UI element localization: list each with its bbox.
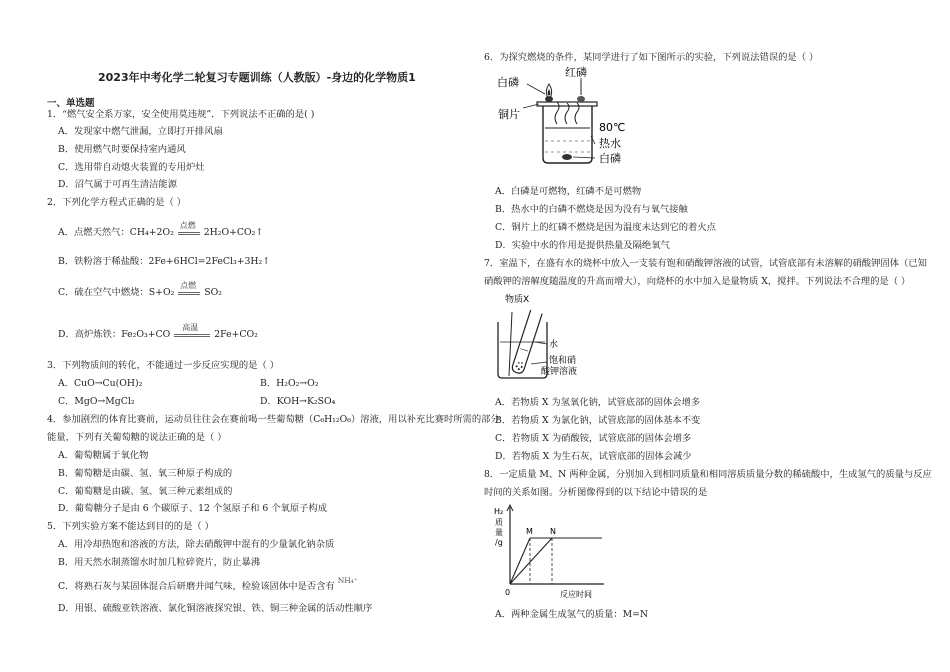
q2-option-a — [58, 221, 264, 239]
q3-option-c: C．MgO→MgCl₂ — [58, 396, 135, 407]
label-copper: 铜片 — [498, 108, 520, 121]
x-axis-label: 反应时间 — [560, 590, 592, 599]
q6-option-d: D．实验中水的作用是提供热量及隔绝氧气 — [495, 240, 670, 251]
y-label-unit: /g — [495, 538, 503, 547]
label-water: 水 — [549, 340, 559, 350]
q1-option-d: D．沼气属于可再生清洁能源 — [58, 179, 178, 190]
q2-c-reactants: C．硫在空气中燃烧：S+O₂ — [58, 287, 175, 298]
q2-a-products: 2H₂O+CO₂↑ — [203, 227, 264, 238]
q1-stem: 1．“燃气安全系万家，安全使用莫违规”．下列说法不正确的是( ) — [47, 109, 315, 120]
y-label-h2: H₂ — [494, 507, 504, 516]
white-phosphorus-in-water — [562, 154, 572, 160]
red-phosphorus-on-plate — [577, 96, 585, 102]
q5-option-c — [58, 576, 358, 593]
curve-n — [510, 538, 552, 584]
q2-a-condition: 点燃 — [179, 221, 196, 230]
q3-option-b: B．H₂O₂→O₂ — [260, 378, 319, 389]
q7-option-b: B．若物质 X 为氯化钠，试管底部的固体基本不变 — [495, 415, 701, 426]
label-substance-x: 物质X — [505, 295, 530, 305]
q2-d-products: 2Fe+CO₂ — [214, 329, 258, 340]
q4-option-c: C．葡萄糖是由碳、氢、氧三种元素组成的 — [58, 486, 233, 497]
q5-stem: 5．下列实验方案不能达到目的的是（ ） — [47, 521, 214, 532]
q6-option-b: B．热水中的白磷不燃烧是因为没有与氧气接触 — [495, 204, 688, 215]
y-label-2: 质 — [495, 518, 503, 527]
label-n: N — [550, 527, 556, 536]
label-solution-line2: 酸钾溶液 — [541, 367, 578, 377]
q1-option-c: C．选用带自动熄火装置的专用炉灶 — [58, 162, 205, 173]
section-heading: 一、单选题 — [47, 98, 95, 109]
q3-option-d: D．KOH→K₂SO₄ — [260, 396, 336, 407]
q1-option-b: B．使用燃气时要保持室内通风 — [58, 144, 186, 155]
origin-label: 0 — [505, 588, 511, 597]
q2-option-d — [58, 323, 258, 341]
label-red-phosphorus: 红磷 — [565, 66, 587, 79]
q7-option-a: A．若物质 X 为氢氧化钠，试管底部的固体会增多 — [495, 397, 701, 408]
q5-ammonium-ion: NH₄⁺ — [337, 576, 358, 585]
q7-stem-line2: 硝酸钾的溶解度随温度的升高而增大），向烧杯的水中加入是量物质 X，搅拌。下列说法不合理的是（ ） — [484, 276, 911, 287]
q7-beaker-figure — [495, 292, 605, 382]
q7-option-d: D．若物质 X 为生石灰，试管底部的固体会减少 — [495, 451, 692, 462]
copper-plate — [537, 102, 597, 106]
q2-c-products: SO₂ — [204, 287, 222, 298]
q2-option-c — [58, 281, 222, 299]
q4-option-b: B．葡萄糖是由碳、氢、氧三种原子构成的 — [58, 468, 233, 479]
label-white-phosphorus-top: 白磷 — [497, 76, 519, 89]
q4-option-a: A．葡萄糖属于氧化物 — [58, 450, 149, 461]
label-white-phosphorus-bottom: 白磷 — [599, 152, 621, 165]
label-temperature: 80℃ — [599, 121, 626, 134]
q8-option-a: A．两种金属生成氢气的质量：M=N — [495, 609, 649, 620]
curve-m — [510, 538, 530, 584]
q3-stem: 3．下列物质间的转化，不能通过一步反应实现的是（ ） — [47, 360, 279, 371]
q2-c-condition: 点燃 — [180, 281, 197, 290]
q2-d-condition: 高温 — [182, 323, 199, 332]
q7-option-c: C．若物质 X 为硝酸铵，试管底部的固体会增多 — [495, 433, 692, 444]
q6-combustion-figure — [495, 66, 645, 168]
q5-option-c-text: C．将熟石灰与某固体混合后研磨并闻气味，检验该固体中是否含有 — [58, 581, 335, 592]
label-solution-line1: 饱和硝 — [549, 356, 577, 366]
q3-option-a: A．CuO→Cu(OH)₂ — [58, 378, 143, 389]
q1-option-a: A．发现家中燃气泄漏，立即打开排风扇 — [58, 126, 223, 137]
q4-stem-line1: 4．参加剧烈的体育比赛前，运动员往往会在赛前喝一些葡萄糖（C₆H₁₂O₆）溶液，用以补充比赛时所需的部分 — [47, 414, 500, 425]
q8-stem-line1: 8．一定质量 M、N 两种金属，分别加入到相同质量和相同溶质质量分数的稀硫酸中，生成氢气的质量与反应 — [484, 469, 932, 480]
q5-option-d: D．用银、硫酸亚铁溶液、氯化铜溶液探究银、铁、铜三种金属的活动性顺序 — [58, 603, 373, 614]
label-hot-water: 热水 — [599, 137, 621, 150]
q6-stem: 6．为探究燃烧的条件，某同学进行了如下图所示的实验，下列说法错误的是（ ） — [484, 52, 819, 63]
document-title: 2023年中考化学二轮复习专题训练（人教版）-身边的化学物质1 — [98, 71, 416, 84]
q2-stem: 2．下列化学方程式正确的是（ ） — [47, 197, 187, 208]
q8-hydrogen-graph — [492, 502, 607, 602]
q4-stem-line2: 能量，下列有关葡萄糖的说法正确的是（ ） — [47, 432, 227, 443]
q2-option-b: B．铁粉溶于稀盐酸：2Fe+6HCl=2FeCl₃+3H₂↑ — [58, 256, 271, 267]
q2-a-reactants: A．点燃天然气：CH₄+2O₂ — [58, 227, 174, 238]
beaker — [498, 322, 547, 378]
q2-d-reactants: D．高炉炼铁：Fe₂O₃+CO — [58, 329, 171, 340]
q4-option-d: D．葡萄糖分子是由 6 个碳原子、12 个氢原子和 6 个氧原子构成 — [58, 503, 328, 514]
q7-stem-line1: 7．室温下，在盛有水的烧杯中放入一支装有饱和硝酸钾溶液的试管，试管底部有未溶解的硝酸钾固体（已知 — [484, 258, 927, 269]
y-label-3: 量 — [495, 528, 503, 537]
q6-option-a: A．白磷是可燃物，红磷不是可燃物 — [495, 186, 642, 197]
label-m: M — [526, 527, 533, 536]
q6-option-c: C．铜片上的红磷不燃烧是因为温度未达到它的着火点 — [495, 222, 716, 233]
q8-stem-line2: 时间的关系如图。分析图像得到的以下结论中错误的是 — [484, 487, 708, 498]
q5-option-b: B．用天然水制蒸馏水时加几粒碎瓷片，防止暴沸 — [58, 557, 261, 568]
q5-option-a: A．用冷却热饱和溶液的方法，除去硝酸钾中混有的少量氯化钠杂质 — [58, 539, 335, 550]
